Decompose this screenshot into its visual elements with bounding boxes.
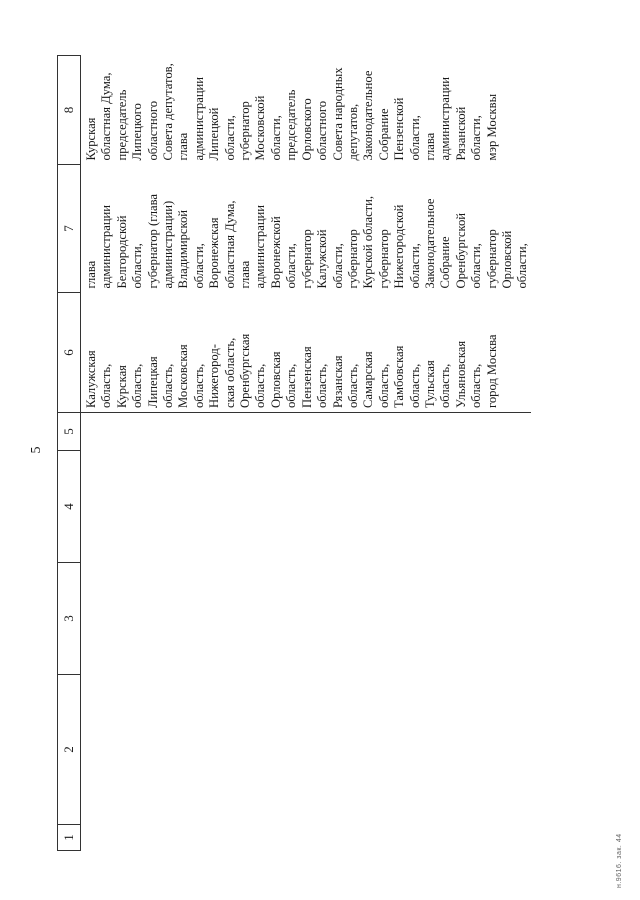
cell-authorities-a: глава администрации Белгородской области, губернатор (глава администрации) Владимирской области, Воронежская областная Дума, глава администрации Воронежской области, губернатор Калужской области, губернатор Курской области, губернатор Нижегородской области, Законодательное Собрание Оренбургской области, губернатор Орловской области, (84, 194, 530, 289)
print-mark: н.9616. зак. 44 (616, 833, 623, 888)
page-number: 5 (29, 446, 44, 454)
column-header-5: 5 (58, 413, 81, 451)
cell-column-1 (81, 825, 531, 851)
cell-column-2 (81, 675, 531, 825)
table-row (81, 56, 531, 851)
table-header-row (58, 56, 81, 851)
column-header-8: 8 (58, 56, 81, 165)
column-header-7: 7 (58, 165, 81, 293)
data-table (57, 55, 531, 851)
column-header-3: 3 (58, 563, 81, 675)
cell-column-4 (81, 451, 531, 563)
cell-column-5 (81, 413, 531, 451)
cell-column-3 (81, 563, 531, 675)
cell-authorities-b: Курская областная Дума, председатель Липецкого областного Совета депутатов, глава администрации Липецкой области, губернатор Московской области, председатель Орловского областного Совета народных депутатов, Законодательное Собрание Пензенской области, глава администрации Рязанской области, мэр Москвы (84, 63, 499, 161)
column-header-4: 4 (58, 451, 81, 563)
column-header-2: 2 (58, 675, 81, 825)
cell-regions: Калужская область, Курская область, Липецкая область, Московская область, Нижегород- ская область, Оренбургская область, Орловская область, Пензенская область, Рязанская область, Самарская область, Тамбовская область, Тульская область, Ульяновская область, город Москва (81, 293, 531, 413)
column-header-6: 6 (58, 293, 81, 413)
column-header-1: 1 (58, 825, 81, 851)
